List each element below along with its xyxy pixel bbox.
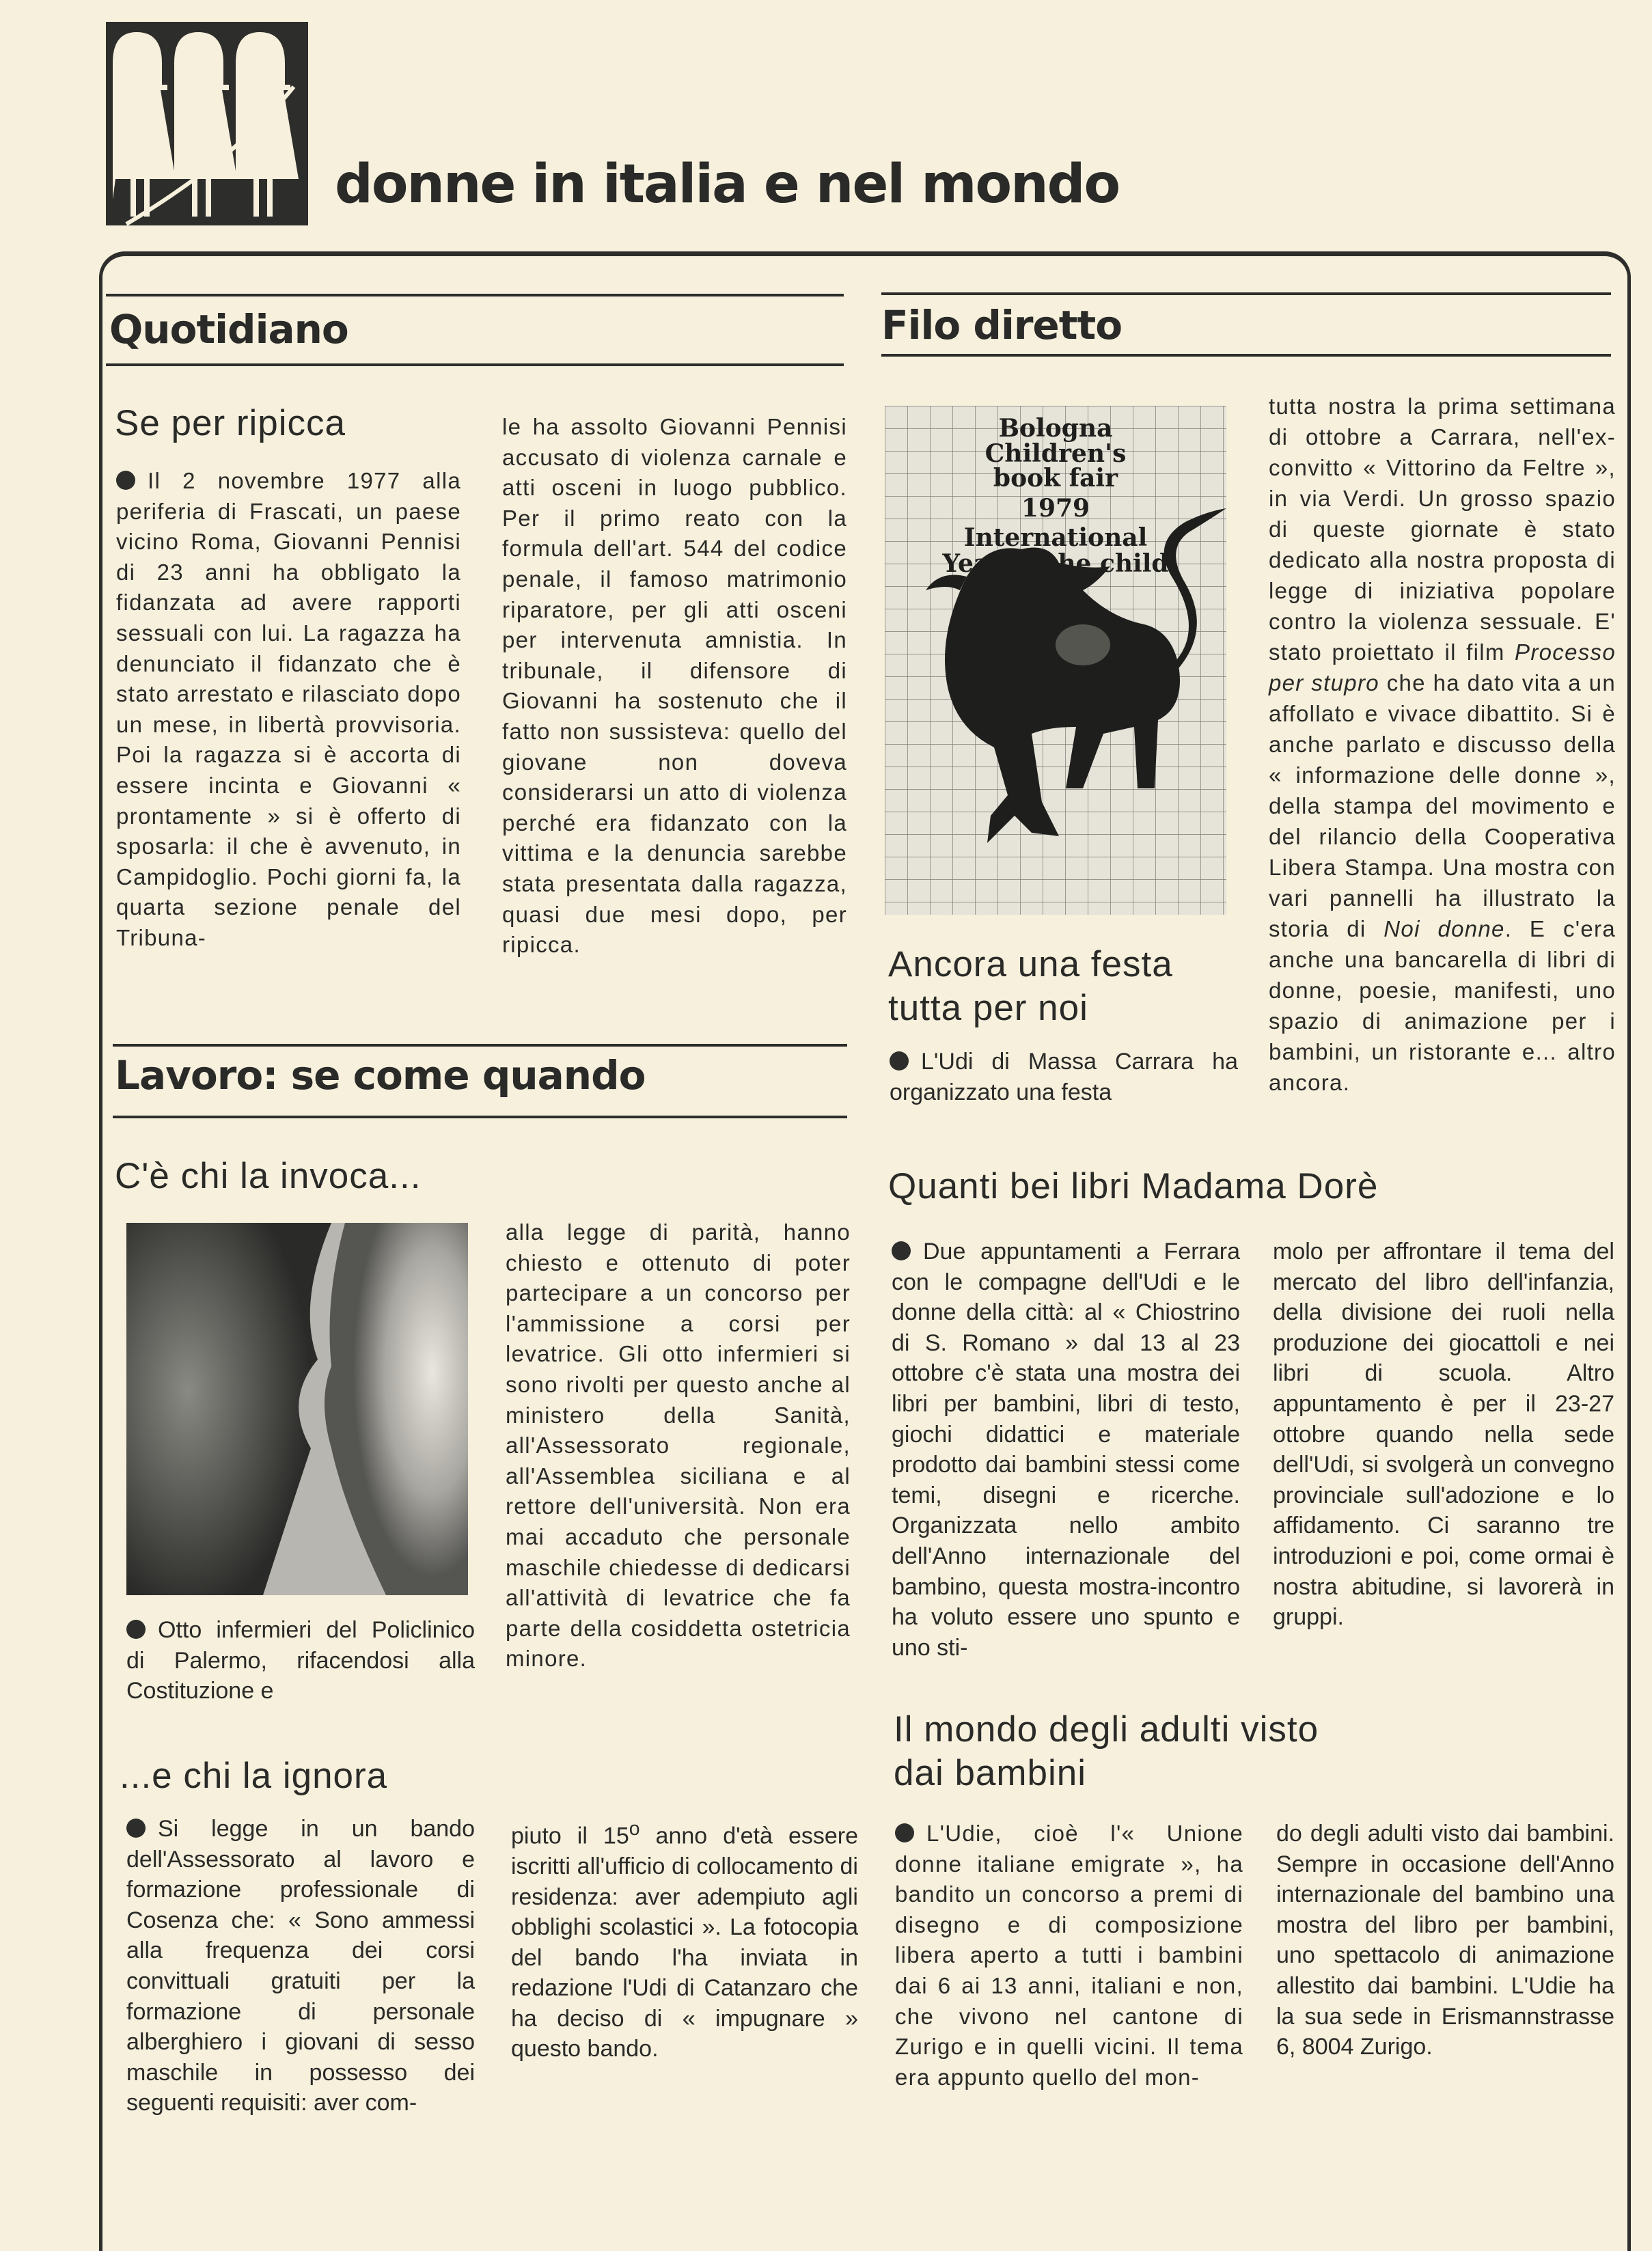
poster-line-5: Year of the child [942,549,1169,578]
article-text: Due appuntamenti a Ferrara con le compagne dell'Udi e le donne della città: al « Chiostrino di S. Romano » dal 13 al 23 ottobre c'è stata una mostra dei libri per bambini, libri di testo, giochi didattici e materiale prodotto dai bambini stessi come temi, disegni e ricerche. Organizzata nello ambito dell'Anno internazionale del bambino, questa mostra-incontro ha voluto essere uno spunto e uno sti- [892,1239,1240,1661]
article-text: tutta nostra la prima settimana di ottobre a Carrara, nell'ex-convitto « Vittorino da Feltre », in via Verdi. Un grosso spazio di queste giornate è stato dedicato alla nostra proposta di legge di iniziativa popolare contro la violenza sessuale. E' stato proiettato il film [1269,393,1616,665]
bullet-icon [895,1823,914,1842]
article-column [126,1814,475,2118]
article-column [892,1237,1240,1663]
headline-line: dai bambini [894,1753,1087,1793]
section-rule [113,1044,847,1047]
headline-line: Ancora una festa [888,944,1173,984]
poster-line-4: International [963,523,1148,552]
poster-line-2: Children's [985,439,1127,468]
logo-graphic [106,22,308,225]
section-rule [106,363,844,366]
article-column [890,1047,1238,1107]
poster-graphic [885,406,1226,915]
bullet-icon [126,1620,146,1639]
article-text: anno d'età essere iscritti all'ufficio di collocamento di residenza: aver adempiuto agli obblighi scolastici ». La fotocopia del bando l'ha inviata in redazione l'Udi di Catanzaro che ha deciso di « impugnare » questo bando. [511,1823,858,2062]
article-column: molo per affrontare il tema del mercato del libro dell'infanzia, della divisione dei ruoli nella produzione dei giocattoli e nei libri di scuola. Altro appuntamento è per il 23-27 ottobre quando nella sede dell'Udi, si svolgerà un convegno provinciale sull'adozione e lo affidamento. Ci saranno tre introduzioni e poi, come ormai è nostra abitudine, si lavorerà in gruppi. [1273,1239,1614,1631]
bullet-icon [892,1241,911,1260]
article-column [895,1819,1243,2093]
article-text: Otto infermieri del Policlinico di Palermo, rifacendosi alla Costituzione e [126,1617,475,1704]
section-rule [881,354,1611,357]
masthead-title: donne in italia e nel mondo [335,154,1120,215]
article-text: Il 2 novembre 1977 alla periferia di Frascati, un paese vicino Roma, Giovanni Pennisi di 23 anni ha obbligato la fidanzata ad avere rapporti sessuali con lui. La ragazza ha denunciato il fidanzato che è stato arrestato e rilasciato dopo un mese, in libertà provvisoria. Poi la ragazza si è accorta di essere incinta e Giovanni « prontamente » si è offerto di sposarla: il che è avvenuto, in Campidoglio. Pochi giorni fa, la quarta sezione penale del Tribuna- [116,468,461,950]
article-headline: Se per ripicca [115,403,346,443]
section-rule [106,294,844,296]
article-headline [894,1708,1319,1795]
article-headline: ...e chi la ignora [120,1756,388,1796]
section-title-filo-diretto: Filo diretto [881,302,1123,348]
article-headline: C'è chi la invoca... [115,1156,422,1196]
photo-caption [126,1615,475,1707]
ordinal-superscript: o [629,1818,640,1840]
article-text: Si legge in un bando dell'Assessorato al lavoro e formazione professionale di Cosenza che: « Sono ammessi alla frequenza dei corsi convittuali gratuiti per la formazione di personale alberghiero i giovani di sesso maschile in possesso dei seguenti requisiti: aver com- [126,1816,475,2116]
two-faces-photo [126,1223,468,1595]
section-title-quotidiano: Quotidiano [109,306,348,353]
article-column [1269,391,1616,1098]
headline-line: Il mondo degli adulti visto [894,1709,1319,1750]
book-fair-poster-image [885,406,1226,915]
article-headline [888,943,1173,1030]
poster-year: 1979 [1021,494,1090,523]
article-column [511,1814,858,2064]
bullet-icon [126,1819,146,1838]
poster-line-1: Bologna [998,414,1113,443]
photo-graphic [126,1223,468,1595]
headline-line: tutta per noi [888,988,1088,1028]
article-column: le ha assolto Giovanni Pennisi accusato di violenza carnale e atti osceni in luogo pubblico. Per il primo reato con la formula dell'art. 544 del codice penale, il famoso matrimonio riparatore, per gli atti osceni per intervenuta amnistia. In tribunale, il difensore di Giovanni ha sostenuto che il fatto non sussisteva: quello del giovane non doveva considerarsi un atto di violenza perché era fidanzato con la vittima e la denuncia sarebbe stata presentata dalla ragazza, quasi due mesi dopo, per ripicca. [502,414,847,958]
section-title-lavoro: Lavoro: se come quando [115,1052,646,1099]
film-title: Processo per stupro [1269,639,1616,695]
bullet-icon [116,471,135,490]
bullet-icon [890,1051,909,1071]
article-text: piuto il 15 [511,1823,629,1849]
article-headline: Quanti bei libri Madama Dorè [888,1166,1379,1206]
section-rule [113,1116,847,1118]
magazine-title: Noi donne [1383,916,1505,941]
section-rule [881,292,1611,295]
article-column: do degli adulti visto dai bambini. Sempre in occasione dell'Anno internazionale del bambino una mostra del libro per bambini, uno spettacolo di animazione allestito dai bambini. L'Udie ha la sua sede in Erismannstrasse 6, 8004 Zurigo. [1276,1821,1614,2060]
article-text: L'Udi di Massa Carrara ha organizzato una festa [890,1049,1238,1105]
poster-line-3: book fair [993,464,1118,493]
three-women-figures-icon [106,22,308,225]
article-text: che ha dato vita a un affollato e vivace dibattito. Si è anche parlato e discusso della « informazione delle donne », della stampa del movimento e del rilancio della Cooperativa Libera Stampa. Una mostra con vari pannelli ha illustrato la storia di [1269,670,1616,941]
child-figure [1056,624,1110,665]
article-text: L'Udie, cioè l'« Unione donne italiane emigrate », ha bandito un concorso a premi di disegno e di composizione libera aperto a tutti i bambini dai 6 ai 13 anni, italiani e non, che vivono nel cantone di Zurigo e in quelli vicini. Il tema era appunto quello del mon- [895,1821,1243,2090]
article-column: alla legge di parità, hanno chiesto e ottenuto di poter partecipare a un concorso per l'ammissione a corsi per levatrice. Gli otto infermieri si sono rivolti per questo anche al ministero della Sanità, all'Assessorato regionale, all'Assemblea siciliana e al rettore dell'università. Non era mai accaduto che personale maschile chiedesse di dedicarsi all'attività di levatrice che fa parte della cosiddetta ostetricia minore. [506,1219,851,1672]
article-column [116,466,461,954]
article-text: . E c'era anche una bancarella di libri di donne, poesie, manifesti, uno spazio di animazione per i bambini, un ristorante e... altro ancora. [1269,916,1616,1095]
